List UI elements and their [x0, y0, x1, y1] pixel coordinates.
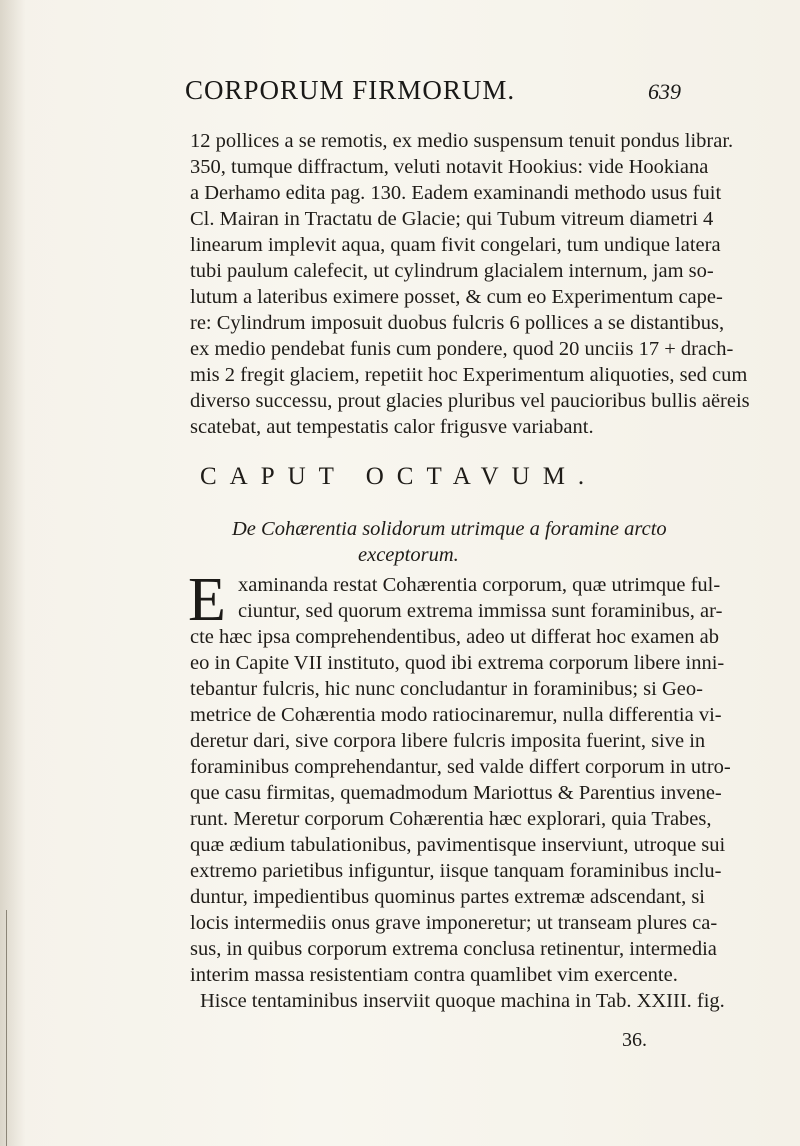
text-line: ex medio pendebat funis cum pondere, quod 20 unciis 17 + drach-	[190, 338, 734, 360]
text-line: re: Cylindrum imposuit duobus fulcris 6 pollices a se distantibus,	[190, 312, 725, 334]
text-line: cte hæc ipsa comprehendentibus, adeo ut differat hoc examen ab	[190, 626, 720, 648]
text-line: que casu firmitas, quemadmodum Mariottus & Parentius invene-	[190, 782, 722, 804]
text-line: locis intermediis onus grave imponeretur; ut transeam plures ca-	[190, 912, 718, 934]
text-line: diverso successu, prout glacies pluribus vel paucioribus bullis aëreis	[190, 390, 750, 412]
text-line: runt. Meretur corporum Cohærentia hæc explorari, quia Trabes,	[190, 808, 712, 830]
text-line: 350, tumque diffractum, veluti notavit Hookius: vide Hookiana	[190, 156, 709, 178]
text-line: foraminibus comprehendantur, sed valde differt corporum in utro-	[190, 756, 731, 778]
chapter-subtitle-continued: exceptorum.	[358, 544, 459, 566]
text-line: sus, in quibus corporum extrema conclusa retinentur, intermedia	[190, 938, 717, 960]
text-line: mis 2 fregit glaciem, repetiit hoc Experimentum aliquoties, sed cum	[190, 364, 748, 386]
text-line: xaminanda restat Cohærentia corporum, quæ utrimque ful-	[238, 574, 721, 596]
text-line: tubi paulum calefecit, ut cylindrum glacialem internum, jam so-	[190, 260, 714, 282]
catchword: 36.	[622, 1029, 647, 1051]
text-line: eo in Capite VII instituto, quod ibi extrema corporum libere inni-	[190, 652, 725, 674]
text-line: quæ ædium tabulationibus, pavimentisque inserviunt, utroque sui	[190, 834, 726, 856]
page-number: 639	[648, 79, 681, 104]
text-line: a Derhamo edita pag. 130. Eadem examinandi methodo usus fuit	[190, 182, 722, 204]
text-line: extremo parietibus infiguntur, iisque tanquam foraminibus inclu-	[190, 860, 722, 882]
text-line: 12 pollices a se remotis, ex medio suspensum tenuit pondus librar.	[190, 130, 734, 152]
text-line: Cl. Mairan in Tractatu de Glacie; qui Tubum vitreum diametri 4	[190, 208, 714, 230]
text-line: Hisce tentaminibus inserviit quoque machina in Tab. XXIII. fig.	[200, 990, 725, 1012]
chapter-subtitle: De Cohærentia solidorum utrimque a foramine arcto	[232, 518, 667, 540]
text-line: duntur, impedientibus quominus partes extremæ adscendant, si	[190, 886, 706, 908]
binding-shadow	[0, 0, 26, 1146]
text-line: linearum implevit aqua, quam fivit congelari, tum undique latera	[190, 234, 721, 256]
text-line: ciuntur, sed quorum extrema immissa sunt foraminibus, ar-	[238, 600, 723, 622]
text-line: tebantur fulcris, hic nunc concludantur in foraminibus; si Geo-	[190, 678, 703, 700]
text-line: lutum a lateribus eximere posset, & cum eo Experimentum cape-	[190, 286, 723, 308]
drop-cap: E	[188, 566, 226, 634]
running-head: CORPORUM FIRMORUM.	[185, 75, 516, 105]
text-line: interim massa resistentiam contra quamlibet vim exercente.	[190, 964, 678, 986]
chapter-heading: CAPUT OCTAVUM.	[200, 463, 598, 490]
text-line: metrice de Cohærentia modo ratiocinaremur, nulla differentia vi-	[190, 704, 722, 726]
text-line: deretur dari, sive corpora libere fulcris imposita fuerint, sive in	[190, 730, 706, 752]
binding-edge-line	[6, 910, 7, 1146]
text-line: scatebat, aut tempestatis calor frigusve variabant.	[190, 416, 594, 438]
